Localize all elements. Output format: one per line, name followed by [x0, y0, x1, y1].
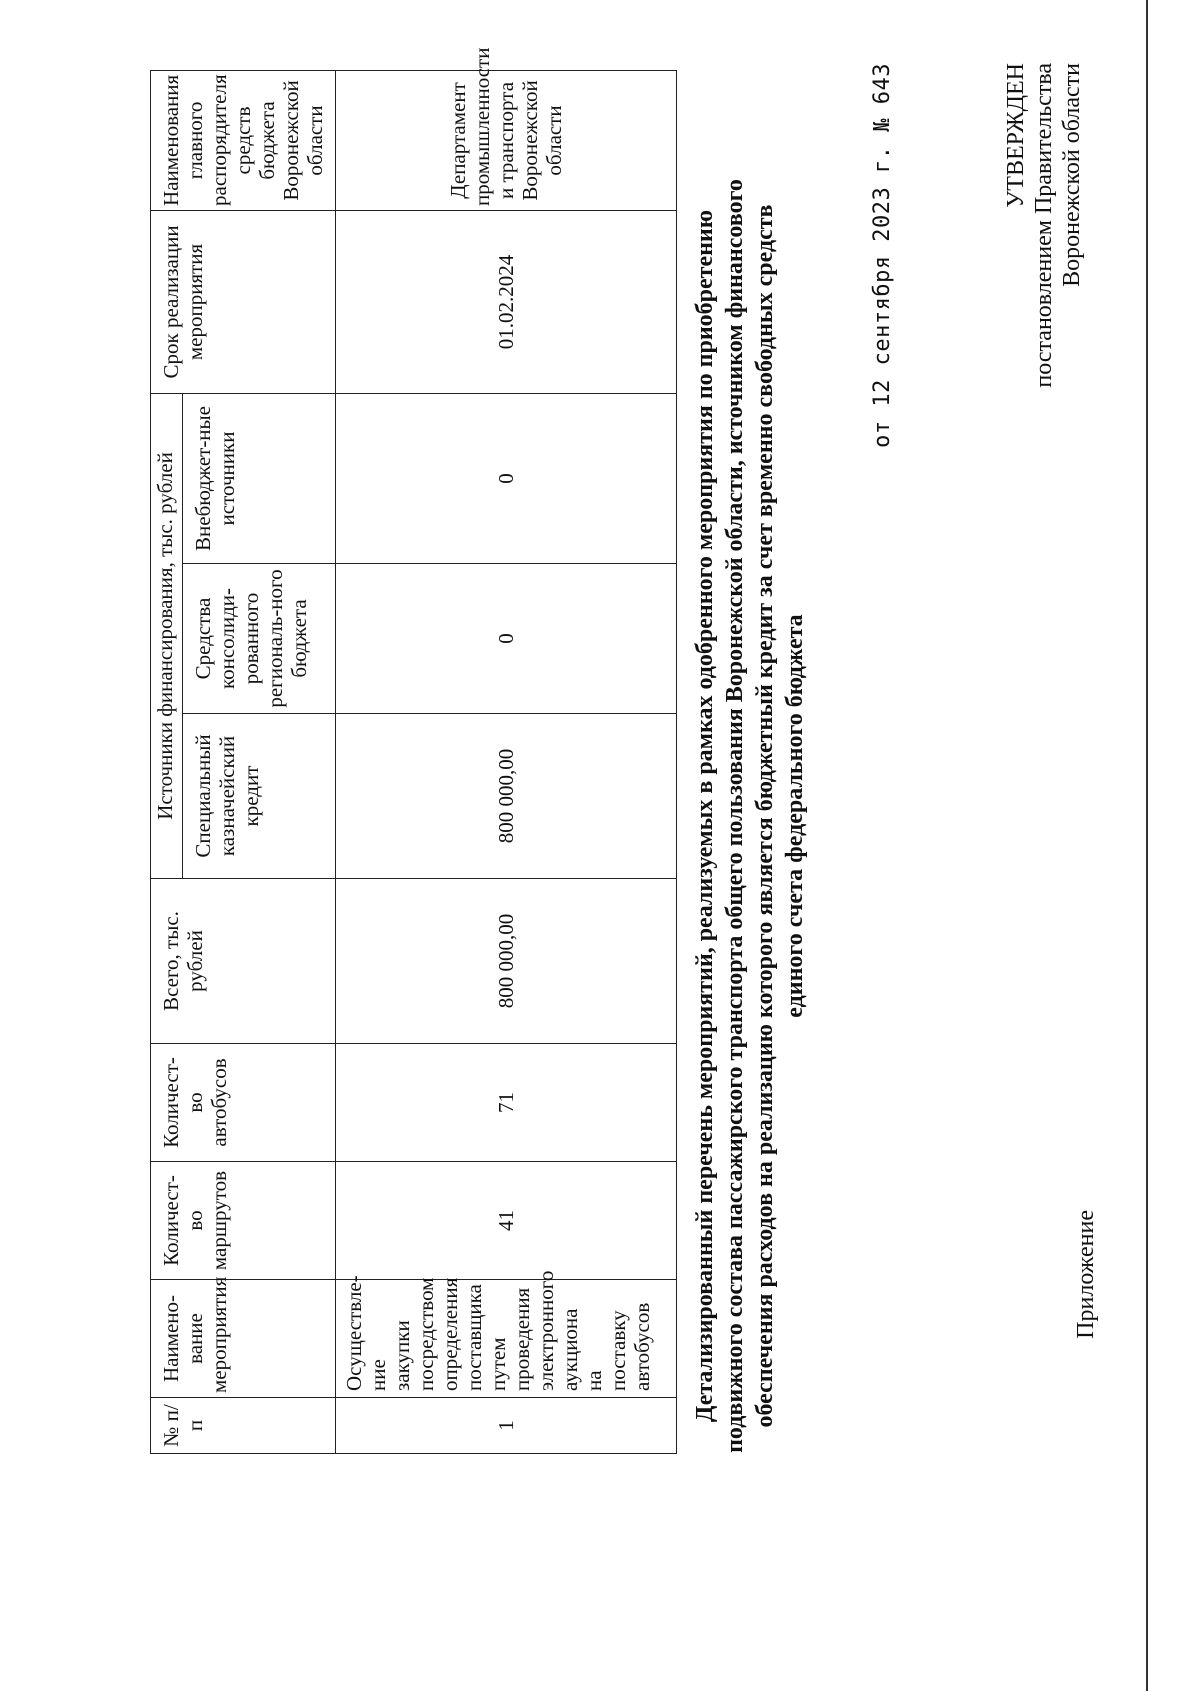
title-line-4: единого счета федерального бюджета	[782, 614, 808, 1018]
cell-regional-budget: 0	[336, 564, 677, 714]
title-line-1: Детализированный перечень мероприятий, реализуемых в рамках одобренного мероприятия по приобретению	[692, 209, 718, 1423]
region-line: Воронежской области	[1059, 63, 1085, 287]
cell-total: 800 000,00	[336, 879, 677, 1044]
table-row	[336, 70, 677, 1453]
approved-label: УТВЕРЖДЕН	[1003, 63, 1029, 208]
cell-buses: 71	[336, 1044, 677, 1162]
cell-name: Осуществле-ние закупки посредством определения поставщика путем проведения электронного аукциона на поставку автобусов	[336, 1280, 677, 1398]
title-line-3: обеспечения расходов на реализацию которого является бюджетный кредит за счет временно свободных средств	[752, 204, 778, 1428]
appendix-label: Приложение	[1073, 1210, 1099, 1339]
col-header-routes: Количест-во маршрутов	[151, 1162, 336, 1280]
cell-deadline: 01.02.2024	[336, 210, 677, 393]
col-header-name: Наимено-вание мероприятия	[151, 1280, 336, 1398]
cell-special-credit: 800 000,00	[336, 714, 677, 879]
cell-extrabudget: 0	[336, 393, 677, 563]
cell-manager: Департамент промышленности и транспорта Воронежской области	[336, 70, 677, 210]
title-line-2: подвижного состава пассажирского транспорта общего пользования Воронежской области, источником финансового	[722, 179, 748, 1453]
measures-table	[150, 47, 677, 1454]
col-header-deadline: Срок реализации мероприятия	[151, 210, 336, 393]
cell-routes: 41	[336, 1162, 677, 1280]
decree-date-number: от 12 сентября 2023 г. № 643	[870, 63, 895, 448]
table-header-row-1	[151, 70, 183, 1453]
col-header-special-credit: Специальный казначейский кредит	[183, 714, 336, 879]
col-header-extrabudget: Внебюджет-ные источники	[183, 393, 336, 563]
col-header-total: Всего, тыс. рублей	[151, 879, 336, 1044]
col-header-regional-budget: Средства консолиди-рованного региональ-ного бюджета	[183, 564, 336, 714]
cell-num: 1	[336, 1398, 677, 1454]
approval-block	[1002, 63, 1086, 463]
col-header-manager: Наименования главного распорядителя средств бюджета Воронежской области	[151, 70, 336, 210]
col-header-num: № п/п	[151, 1398, 336, 1454]
col-header-sources-group: Источники финансирования, тыс. рублей	[151, 393, 183, 878]
scan-edge-rule	[1146, 0, 1148, 1691]
document-title	[690, 141, 810, 1491]
col-header-buses: Количест-во автобусов	[151, 1044, 336, 1162]
decree-line: постановлением Правительства	[1031, 63, 1057, 388]
